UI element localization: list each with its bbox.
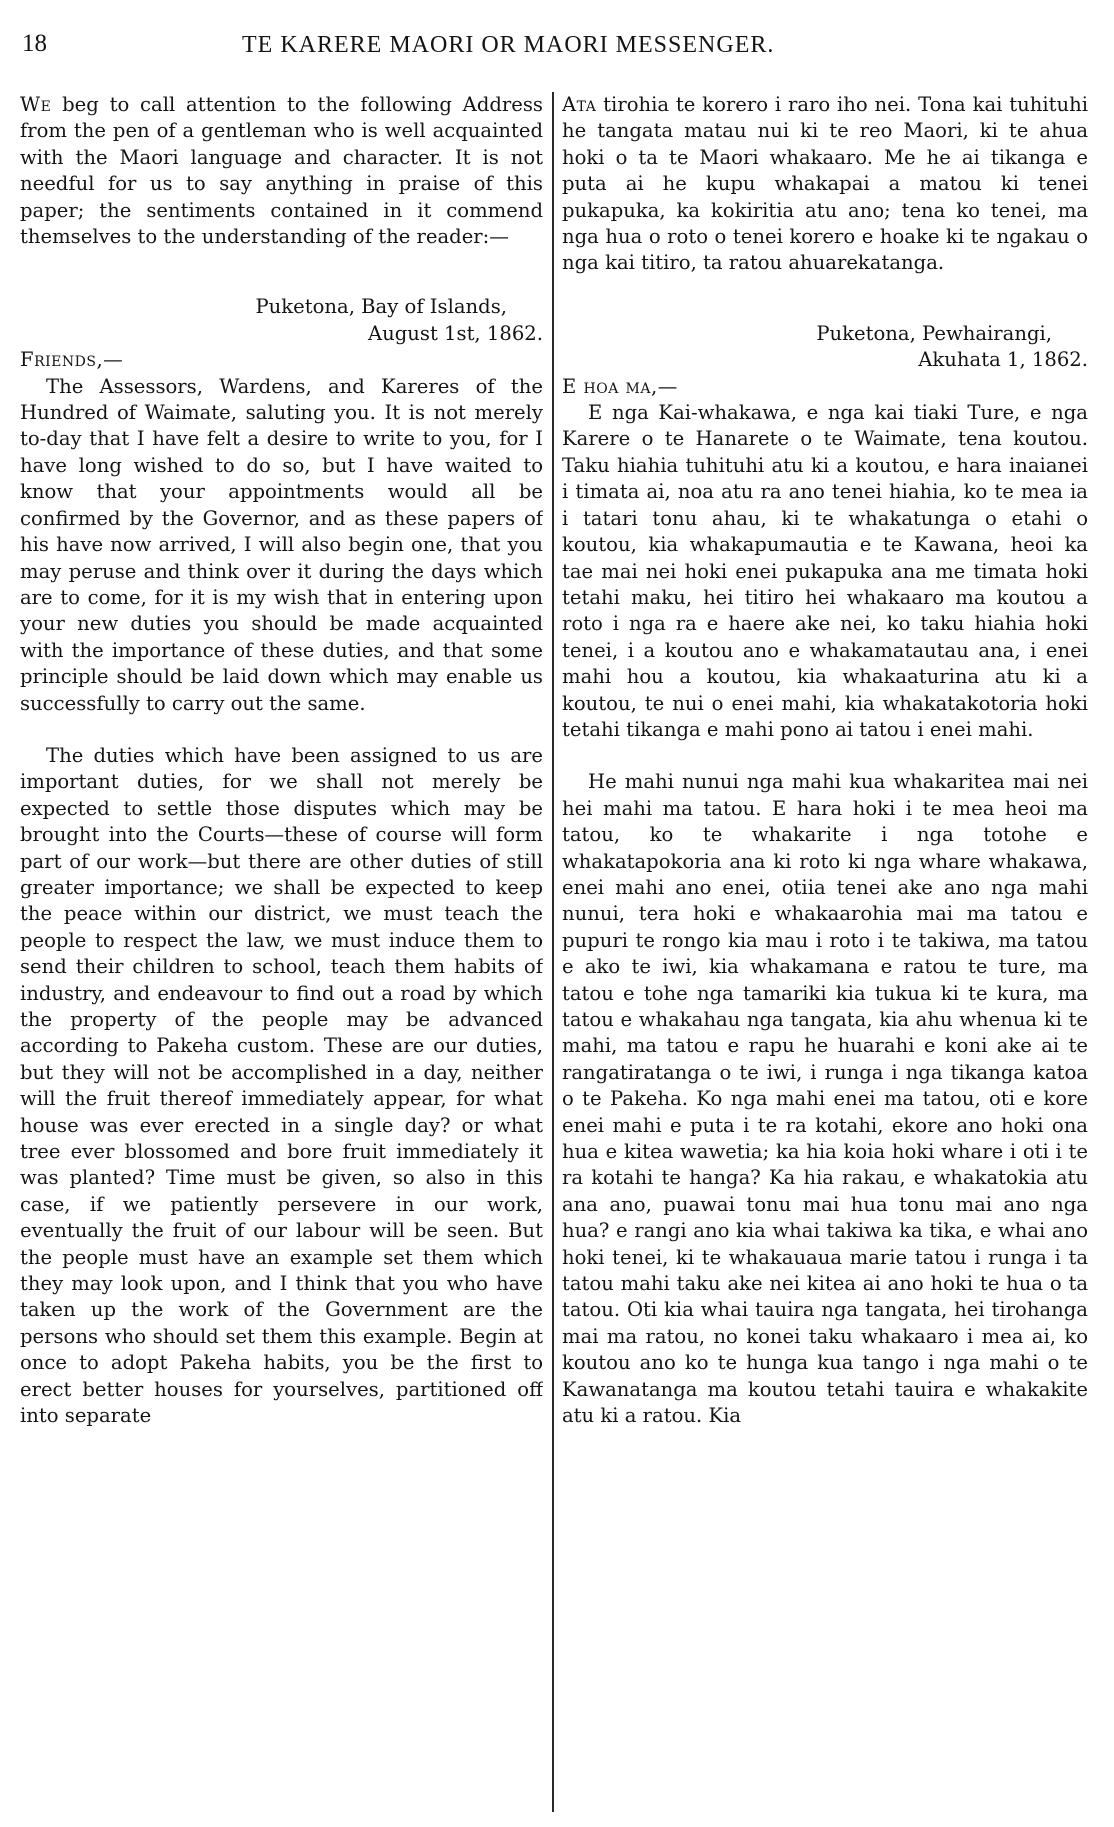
dateline-date-maori: Akuhata 1, 1862. <box>918 348 1088 372</box>
column-divider <box>552 92 554 1812</box>
body-paragraph-2-maori: He mahi nunui nga mahi kua whakaritea mai nei hei mahi ma tatou. E hara hoki i te mea heoi ma tatou, ko te whakarite i nga totohe e whakatapokoria ana ki roto ki nga whare whakawa, enei mahi ano enei, otiia tenei ake ano nga mahi nunui, tera hoki e whakaarohia mai ma tatou e pupuri te rongo kia mau i roto i te takiwa, ma tatou e ako te iwi, kia whakamana e ratou te ture, ma tatou e tohe nga tamariki kia tukua ki te kura, ma tatou e whakahau nga tangata, kia ahu whenua ki te mahi, ma tatou e rapu he huarahi e koni ake ai te rangatiratanga o te iwi, i runga i nga tikanga katoa o te Pakeha. Ko nga mahi enei ma tatou, oti e kore enei mahi e puta i te ra kotahi, ekore ano hoki ona hua e kitea wawetia; ka hia koia hoki whare i oti i te ra kotahi te hanga? Ka hia rakau, e whakatokia atu ana ano, puawai tonu mai hua tonu mai ano nga hua? e rangi ano kia whai takiwa ka tika, e whai ano hoki tenei, ki te whakauaua marie tatou i runga i ta tatou mahi taku ake nei kitea ai ano hoki te hua o ta tatou. Oti kia whai tauira nga tangata, hei tirohanga mai ma ratou, no konei taku whakaaro i mea ai, ko koutou ano ko te hunga kua tango i nga mahi o te Kawanatanga ma koutou tetahi tauira e whakakite atu ki a ratou. Kia <box>562 770 1088 1428</box>
editor-intro-maori <box>562 92 1088 277</box>
editor-intro <box>20 92 543 250</box>
intro-text: beg to call attention to the following Address from the pen of a gentleman who is well acquainted with the Maori language and character. It is not needful for us to say anything in praise of this paper; the sentiments contained in it commend themselves to the understanding of the reader:— <box>20 93 543 249</box>
maori-column <box>562 92 1088 1812</box>
running-title: TE KARERE MAORI OR MAORI MESSENGER. <box>242 32 775 58</box>
body-paragraph-1-maori: E nga Kai-whakawa, e nga kai tiaki Ture, e nga Karere o te Hanarete o te Waimate, tena koutou. Taku hiahia tuhituhi atu ki a koutou, e hara inaianei i timata ai, noa atu ra ano tenei hiahia, ko te mea ia i tatari tonu ahau, ki te whakatunga o etahi o koutou, kia whakapumautia e te Kawana, heoi ka tae mai nei hoki enei pukapuka ana me timata hoki tetahi maku, hei titiro hei whakaaro ma koutou a roto i nga ra e haere ake nei, ko taku hiahia hoki tenei, i a koutou ano e whakamatautau ana, i enei mahi hou a koutou, kia whakaaturina atu ki a koutou, te nui o enei mahi, kia whakatakotoria hoki tetahi tikanga e mahi pono ai tatou i enei mahi. <box>562 401 1088 741</box>
body-paragraph-2: The duties which have been assigned to us are important duties, for we shall not merely be expected to settle those disputes which may be brought into the Courts—these of course will form part of our work—but there are other duties of still greater importance; we shall be expected to keep the peace within our district, we must teach the people to respect the law, we must induce them to send their children to school, teach them habits of industry, and endeavour to find out a road by which the property of the people may be advanced according to Pakeha custom. These are our duties, but they will not be accomplished in a day, neither will the fruit thereof immediately appear, for what house was ever erected in a single day? or what tree ever blossomed and bore fruit immediately it was planted? Time must be given, so also in this case, if we patiently persevere in our work, eventually the fruit of our labour will be seen. But the people must have an example set them which they may look upon, and I think that you who have taken up the work of the Government are the persons who should set them this example. Begin at once to adopt Pakeha habits, you be the first to erect better houses for yourselves, partitioned off into separate <box>20 743 543 1428</box>
intro-lead-word-maori: Ata <box>562 93 597 116</box>
salutation-maori: E hoa ma,— <box>562 374 678 398</box>
dateline-place: Puketona, Bay of Islands, <box>255 295 507 319</box>
body-paragraph-1: The Assessors, Wardens, and Kareres of the Hundred of Waimate, saluting you. It is not merely to-day that I have felt a desire to write to you, for I have long wished to do so, but I have waited to know that your appointments would all be confirmed by the Governor, and as these papers of his have now arrived, I will also begin one, that you may peruse and think over it during the days which are to come, for it is my wish that in entering upon your new duties you should be made acquainted with the importance of these duties, and that some principle should be laid down which may enable us successfully to carry out the same. <box>20 374 543 715</box>
dateline-place-maori: Puketona, Pewhairangi, <box>816 321 1052 345</box>
salutation: Friends,— <box>20 348 124 372</box>
intro-lead-word: We <box>20 93 52 116</box>
page-number: 18 <box>22 30 47 57</box>
dateline-maori <box>562 321 1088 374</box>
page-header <box>22 30 1082 70</box>
english-column <box>20 92 543 1812</box>
dateline-date: August 1st, 1862. <box>367 321 543 345</box>
dateline <box>20 294 543 347</box>
intro-text-maori: tirohia te korero i raro iho nei. Tona kai tuhituhi he tangata matau nui ki te reo Maori, ki te ahua hoki o ta te Maori whakaaro. Me he ai tikanga e puta ai he kupu whakapai a matou ki tenei pukapuka, ka kokiritia atu ano; tena ko tenei, ma nga hua o roto o tenei korero e hoake ki te ngakau o nga kai titiro, ta ratou ahuarekatanga. <box>562 93 1088 275</box>
